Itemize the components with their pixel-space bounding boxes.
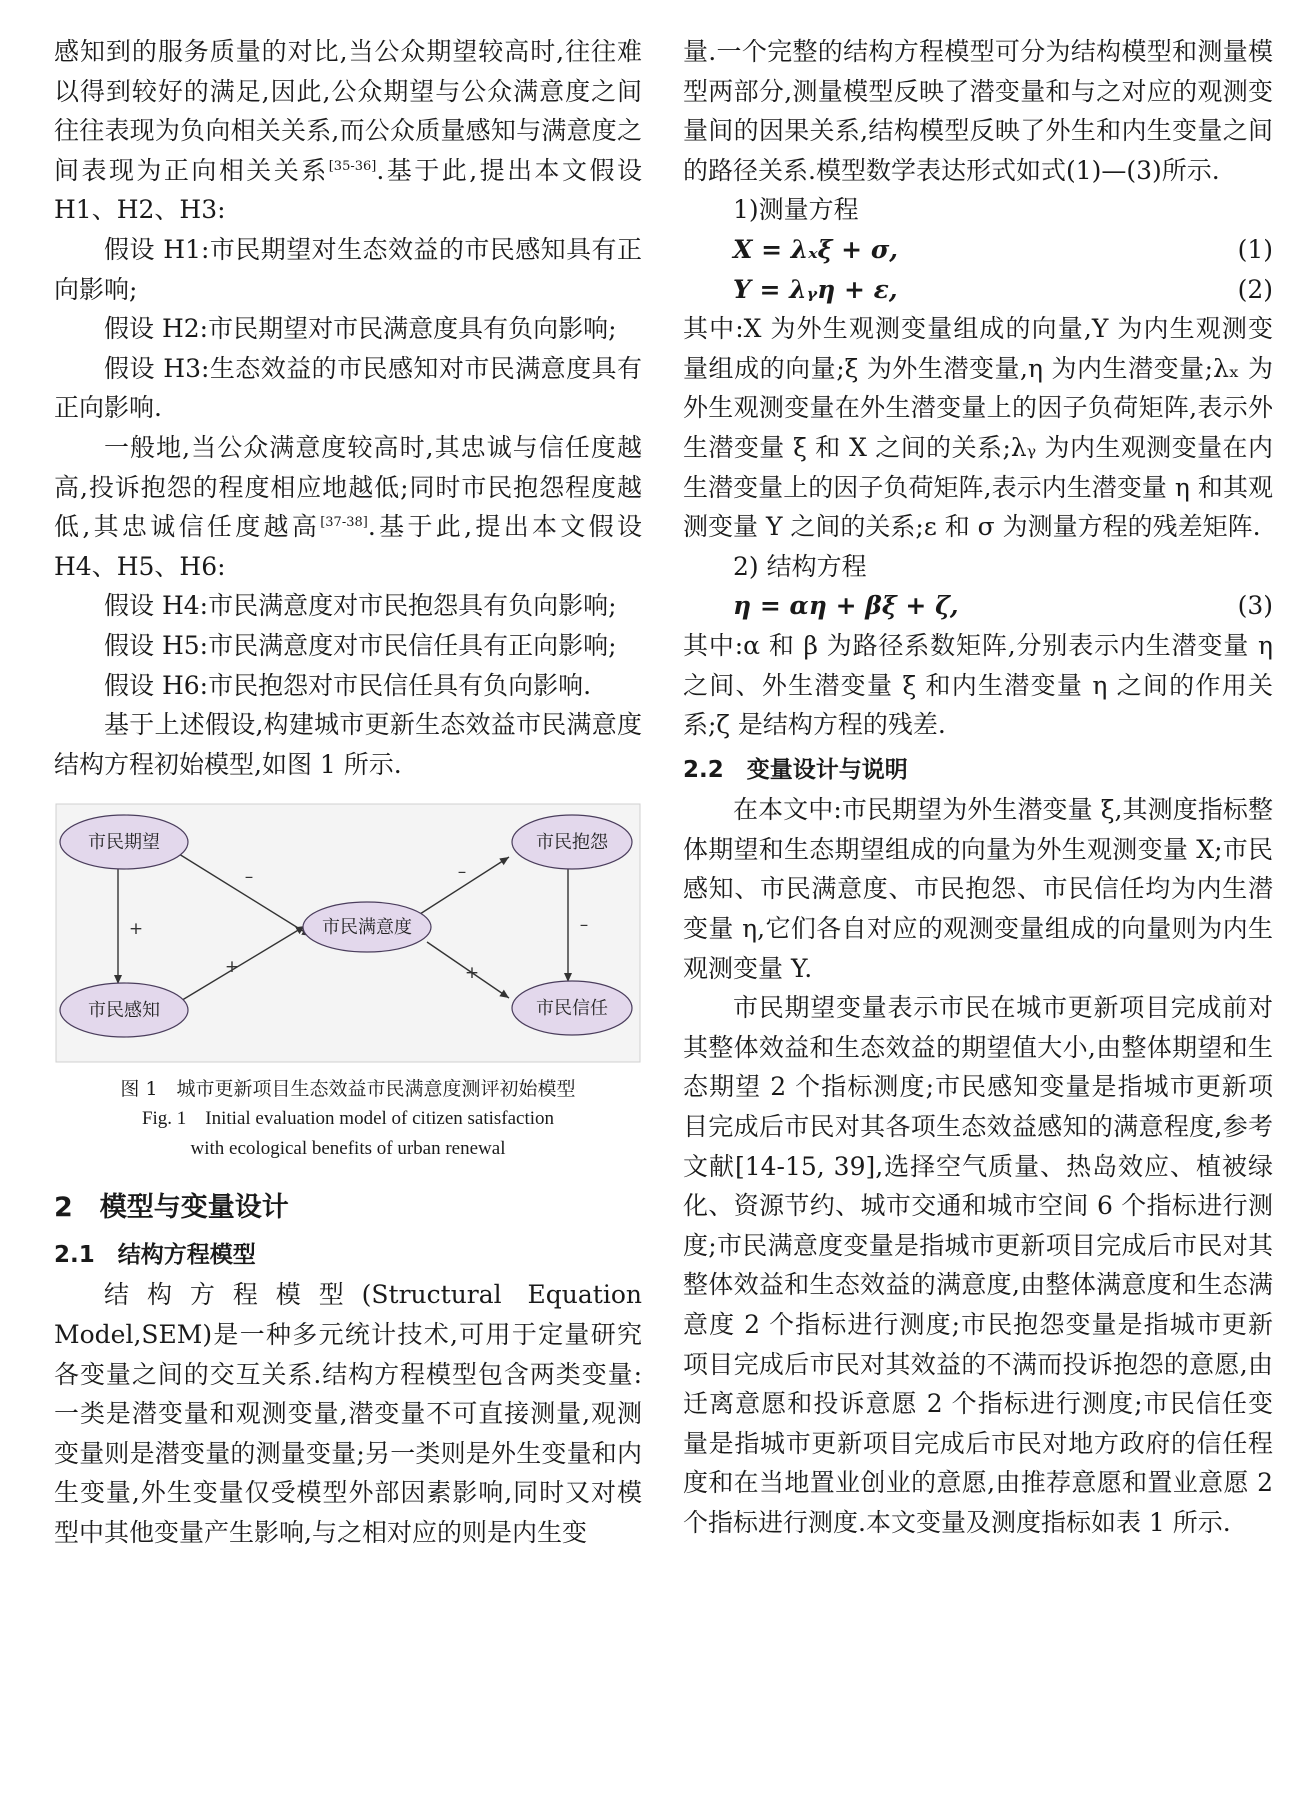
- sign-sat-trust: +: [464, 963, 480, 984]
- paragraph-variables: 在本文中:市民期望为外生潜变量 ξ,其测度指标整体期望和生态期望组成的向量为外生观测变量 X;市民感知、市民满意度、市民抱怨、市民信任均为内生潜变量 η,它们各自对应的观测变量组成的向量则为内生观测变量 Y.: [683, 795, 1273, 983]
- label-complaint: 市民抱怨: [536, 832, 608, 854]
- paragraph-sem: 结构方程模型(Structural Equation Model,SEM)是一种多元统计技术,可用于定量研究各变量之间的交互关系.结构方程模型包含两类变量:一类是潜变量和观测变量,潜变量不可直接测量,观测变量则是潜变量的测量变量;另一类则是外生变量和内生变量,外生变量仅受模型外部因素影响,同时又对模型中其他变量产生影响,与之相对应的则是内生变: [54, 1280, 642, 1548]
- paragraph-model-intro: 基于上述假设,构建城市更新生态效益市民满意度结构方程初始模型,如图 1 所示.: [54, 710, 642, 779]
- paragraph-loyalty: 一般地,当公众满意度较高时,其忠诚与信任度越高,投诉抱怨的程度相应地越低;同时市民抱怨程度越低,其忠诚信任度越高[37-38].基于此,提出本文假设 H4、H5、H6:: [54, 432, 642, 581]
- subheading-structural: 2) 结构方程: [733, 551, 867, 581]
- citation: [37-38]: [320, 515, 368, 531]
- hypothesis-h4: 假设 H4:市民满意度对市民抱怨具有负向影响;: [104, 591, 617, 621]
- hypothesis-h2: 假设 H2:市民期望对市民满意度具有负向影响;: [104, 314, 617, 344]
- paragraph-measurement-explain: 其中:X 为外生观测变量组成的向量,Y 为内生观测变量组成的向量;ξ 为外生潜变量,η 为内生潜变量;λₓ 为外生观测变量在外生潜变量上的因子负荷矩阵,表示外生潜变量 ξ 和 X 之间的关系;λᵧ 为内生观测变量在内生潜变量上的因子负荷矩阵,表示内生潜变量 η 和其观测变量 Y 之间的关系;ε 和 σ 为测量方程的残差矩阵.: [683, 314, 1273, 542]
- sign-exp-perc: +: [128, 919, 144, 940]
- equation-2: Y = λᵧη + ε, (2): [683, 270, 1273, 310]
- hypothesis-h1: 假设 H1:市民期望对生态效益的市民感知具有正向影响;: [54, 234, 642, 304]
- paragraph-indicators: 市民期望变量表示市民在城市更新项目完成前对其整体效益和生态效益的期望值大小,由整体期望和生态期望 2 个指标测度;市民感知变量是指城市更新项目完成后市民对其各项生态效益感知的满意程度,参考文献[14-15, 39],选择空气质量、热岛效应、植被绿化、资源节约、城市交通和城市空间 6 个指标进行测度;市民满意度变量是指城市更新项目完成后市民对其整体效益和生态效益的满意度,由整体满意度和生态满意度 2 个指标进行测度;市民抱怨变量是指城市更新项目完成后市民对其效益的不满而投诉抱怨的意愿,由迁离意愿和投诉意愿 2 个指标进行测度;市民信任变量是指城市更新项目完成后市民对地方政府的信任程度和在当地置业创业的意愿,由推荐意愿和置业意愿 2 个指标进行测度.本文变量及测度指标如表 1 所示.: [683, 993, 1273, 1537]
- equation-number-1: (1): [1237, 234, 1273, 264]
- equation-number-2: (2): [1237, 274, 1273, 304]
- figure-caption-en-line2: with ecological benefits of urban renewal: [190, 1138, 506, 1160]
- paragraph-intro: 感知到的服务质量的对比,当公众期望较高时,往往难以得到较好的满足,因此,公众期望与公众满意度之间往往表现为负向相关关系,而公众质量感知与满意度之间表现为正向相关关系[35-36].基于此,提出本文假设 H1、H2、H3:: [54, 37, 642, 225]
- right-column: [683, 32, 1273, 1543]
- equation-1: X = λₓξ + σ, (1): [683, 230, 1273, 270]
- label-perception: 市民感知: [88, 1000, 160, 1022]
- sign-perc-sat: +: [224, 957, 240, 978]
- label-satisfaction: 市民满意度: [322, 917, 412, 939]
- figure-caption-en-line1: Fig. 1 Initial evaluation model of citizen satisfaction: [141, 1108, 555, 1130]
- hypothesis-h3: 假设 H3:生态效益的市民感知对市民满意度具有正向影响.: [54, 353, 642, 423]
- sign-exp-sat: –: [244, 867, 254, 888]
- left-column: [54, 32, 642, 1553]
- subheading-measurement: 1)测量方程: [733, 195, 859, 225]
- equation-3: η = αη + βξ + ζ, (3): [683, 586, 1273, 626]
- paragraph-structural-explain: 其中:α 和 β 为路径系数矩阵,分别表示内生潜变量 η 之间、外生潜变量 ξ 和内生潜变量 η 之间的作用关系;ζ 是结构方程的残差.: [683, 630, 1273, 740]
- figure-caption-zh: 图 1 城市更新项目生态效益市民满意度测评初始模型: [120, 1078, 576, 1101]
- figure-1: [54, 802, 642, 1164]
- hypothesis-h5: 假设 H5:市民满意度对市民信任具有正向影响;: [104, 630, 617, 660]
- section-heading-2-1: 2.1 结构方程模型: [54, 1241, 256, 1268]
- paragraph-sem-cont: 量.一个完整的结构方程模型可分为结构模型和测量模型两部分,测量模型反映了潜变量和与之对应的观测变量间的因果关系,结构模型反映了外生和内生变量之间的路径关系.模型数学表达形式如式(1)—(3)所示.: [683, 37, 1273, 185]
- label-expectation: 市民期望: [88, 832, 160, 854]
- section-heading-2: 2 模型与变量设计: [54, 1192, 289, 1224]
- citation: [35-36]: [328, 158, 377, 174]
- equation-number-3: (3): [1237, 591, 1273, 621]
- sign-sat-comp: –: [457, 862, 467, 883]
- hypothesis-h6: 假设 H6:市民抱怨对市民信任具有负向影响.: [104, 670, 592, 700]
- label-trust: 市民信任: [536, 998, 608, 1020]
- sign-comp-trust: –: [579, 915, 589, 936]
- figure-1-diagram: [54, 802, 642, 1064]
- section-heading-2-2: 2.2 变量设计与说明: [683, 756, 908, 783]
